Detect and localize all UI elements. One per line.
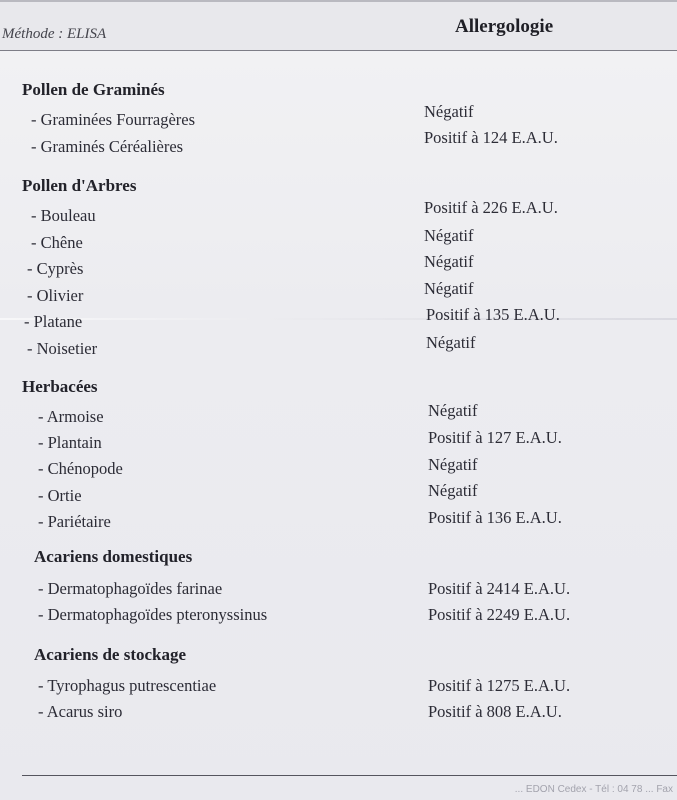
- allergen-name: - Olivier: [27, 286, 84, 305]
- group-title: Pollen de Graminés: [22, 80, 165, 99]
- allergen-result: Négatif: [424, 279, 474, 298]
- allergen-name: - Chénopode: [38, 459, 123, 478]
- allergen-name: - Graminés Céréalières: [31, 137, 184, 156]
- group-title: Acariens domestiques: [34, 547, 193, 566]
- allergen-name: - Bouleau: [31, 206, 96, 225]
- allergen-result: Positif à 127 E.A.U.: [428, 428, 562, 447]
- group-title: Pollen d'Arbres: [22, 176, 137, 195]
- allergen-result: Positif à 1275 E.A.U.: [428, 676, 571, 695]
- allergen-result: Négatif: [424, 252, 474, 271]
- allergen-result: Négatif: [426, 333, 476, 352]
- allergen-name: - Pariétaire: [38, 512, 111, 531]
- allergen-name: - Dermatophagoïdes pteronyssinus: [38, 605, 268, 624]
- allergen-name: - Acarus siro: [38, 702, 123, 721]
- allergen-name: - Plantain: [38, 433, 102, 452]
- allergen-name: - Armoise: [38, 407, 104, 426]
- group-title: Herbacées: [22, 377, 98, 396]
- group-title: Acariens de stockage: [34, 645, 187, 664]
- footer-contact: ... EDON Cedex - Tél : 04 78 ... Fax: [514, 784, 673, 795]
- allergen-result: Positif à 136 E.A.U.: [428, 508, 562, 527]
- footer-divider: [22, 775, 677, 776]
- allergen-result: Négatif: [428, 455, 478, 474]
- allergen-name: - Graminées Fourragères: [31, 110, 196, 129]
- allergen-name: - Cyprès: [27, 259, 84, 278]
- method-label: Méthode : ELISA: [2, 26, 107, 42]
- allergen-result: Négatif: [428, 481, 478, 500]
- allergen-result: Positif à 808 E.A.U.: [428, 702, 562, 721]
- allergen-result: Négatif: [424, 102, 474, 121]
- allergen-result: Négatif: [428, 401, 478, 420]
- allergen-result: Positif à 135 E.A.U.: [426, 305, 560, 324]
- report-header: [0, 0, 677, 51]
- allergen-result: Positif à 2414 E.A.U.: [428, 579, 571, 598]
- department-title: Allergologie: [455, 16, 554, 37]
- allergen-result: Positif à 124 E.A.U.: [424, 128, 558, 147]
- paper-fold: [0, 318, 677, 320]
- allergen-name: - Noisetier: [27, 339, 98, 358]
- allergen-name: - Tyrophagus putrescentiae: [38, 676, 217, 695]
- allergen-result: Positif à 226 E.A.U.: [424, 198, 558, 217]
- allergen-name: - Platane: [24, 312, 83, 331]
- allergen-name: - Chêne: [31, 233, 83, 252]
- allergen-result: Positif à 2249 E.A.U.: [428, 605, 571, 624]
- allergen-name: - Dermatophagoïdes farinae: [38, 579, 223, 598]
- allergen-name: - Ortie: [38, 486, 82, 505]
- allergen-result: Négatif: [424, 226, 474, 245]
